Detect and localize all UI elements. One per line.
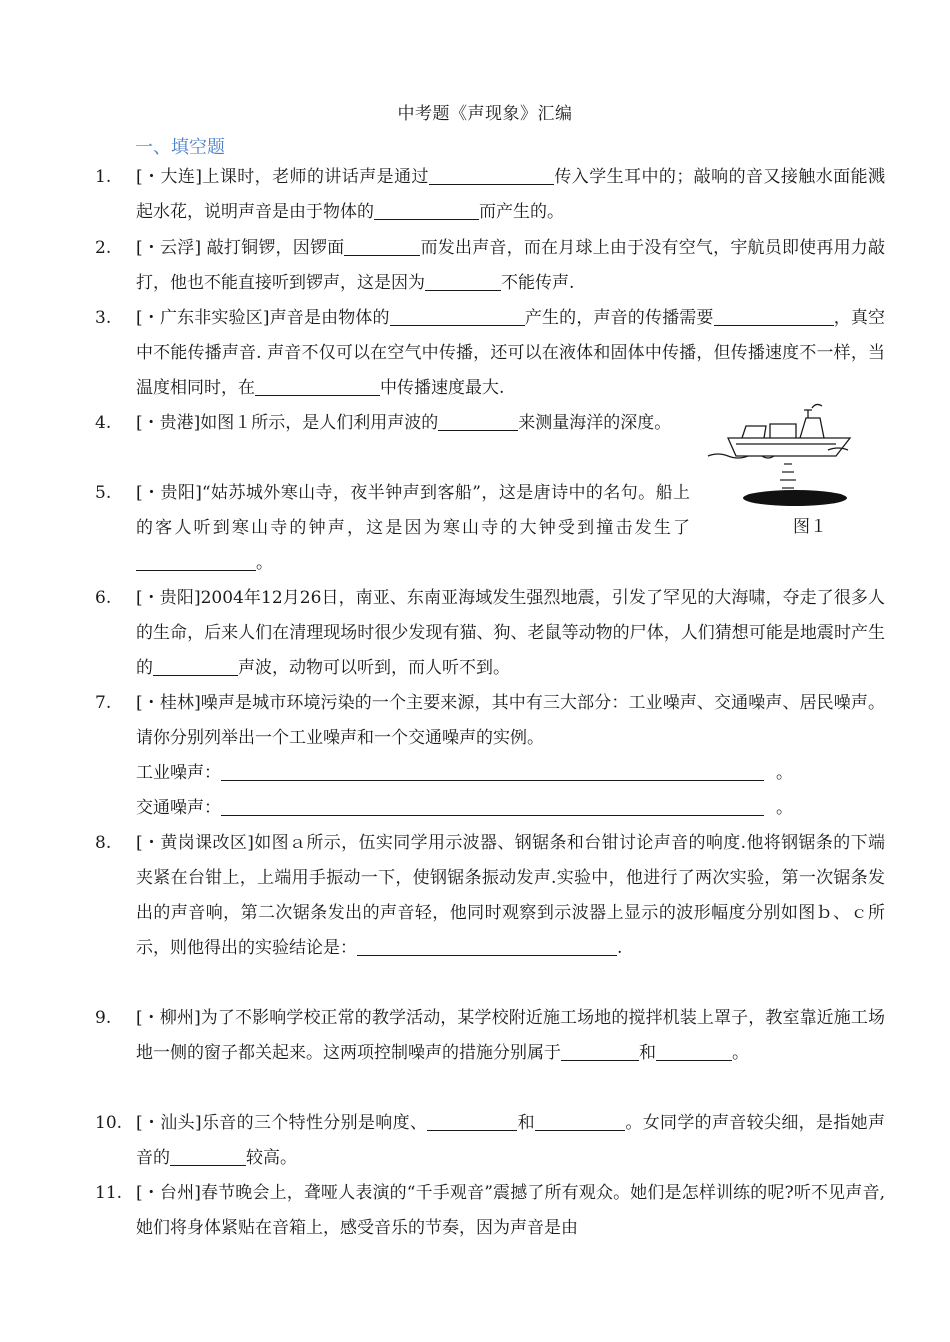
answer-blank[interactable] (561, 1038, 639, 1061)
question-text: . (617, 938, 623, 958)
answer-blank[interactable] (438, 408, 518, 431)
question-11 (95, 1176, 885, 1246)
question-7 (95, 686, 885, 756)
question-number: 5. (95, 483, 112, 503)
question-text: 产生的，声音的传播需要 (524, 308, 714, 328)
question-text: [・贵阳]“姑苏城外寒山寺，夜半钟声到客船”，这是唐诗中的名句。船上的客人听到寒山寺的钟声，这是因为寒山寺的大钟受到撞击发生了 (136, 483, 690, 538)
question-text: [・贵阳]2004年12月26日，南亚、东南亚海域发生强烈地震，引发了罕见的大海啸，夺走了很多人的生命，后来人们在清理现场时很少发现有猫、狗、老鼠等动物的尸体，人们猜想可能是地震时产生的 (136, 588, 885, 678)
question-text: [・大连]上课时，老师的讲话声是通过 (136, 167, 429, 187)
question-text: [・贵港]如图１所示，是人们利用声波的 (136, 413, 439, 433)
question-number: 10. (95, 1113, 123, 1133)
question-text: 来测量海洋的深度。 (518, 413, 672, 433)
question-1 (95, 160, 885, 230)
question-10 (95, 1106, 885, 1176)
question-number: 2. (95, 238, 112, 258)
question-9 (95, 1001, 885, 1071)
question-number: 7. (95, 693, 112, 713)
answer-blank[interactable] (170, 1143, 246, 1166)
answer-blank[interactable] (136, 548, 256, 571)
question-number: 8. (95, 833, 112, 853)
question-text: [・汕头]乐音的三个特性分别是响度、 (136, 1113, 428, 1133)
figure-caption: 图１ (793, 517, 827, 537)
question-number: 3. (95, 308, 112, 328)
question-text: 传入学生耳中的；敲响的音又接触水面能溅起水花，说明声音是由于物体的 (136, 167, 886, 222)
question-text: 而产生的。 (479, 202, 564, 222)
question-2 (95, 231, 885, 301)
question-text: [・桂林]噪声是城市环境污染的一个主要来源，其中有三大部分：工业噪声、交通噪声、居民噪声。请你分别列举出一个工业噪声和一个交通噪声的实例。 (136, 693, 885, 748)
answer-blank[interactable] (427, 1108, 517, 1131)
question-text: 。女同学的声音较尖细，是指她声音的 (136, 1113, 886, 1168)
question-text: 中传播速度最大. (380, 378, 505, 398)
sentence-end: 。 (776, 763, 793, 783)
question-text: ，真空中不能传播声音. 声音不仅可以在空气中传播，还可以在液体和固体中传播，但传播速度不一样，当温度相同时，在 (136, 308, 886, 398)
question-text: 较高。 (246, 1148, 297, 1168)
question-4 (95, 406, 695, 441)
question-text: 和 (517, 1113, 535, 1133)
answer-blank[interactable] (429, 162, 554, 185)
question-text: [・台州]春节晚会上，聋哑人表演的“千手观音”震撼了所有观众。她们是怎样训练的呢?听不见声音,她们将身体紧贴在音箱上，感受音乐的节奏，因为声音是由 (136, 1183, 885, 1238)
question-8 (95, 826, 885, 966)
question-text: 。 (256, 553, 273, 573)
traffic-noise-label: 交通噪声： (136, 798, 221, 818)
question-number: 4. (95, 413, 112, 433)
question-number: 9. (95, 1008, 112, 1028)
question-text: 不能传声. (501, 273, 575, 293)
answer-blank[interactable] (656, 1038, 674, 1061)
section-heading: 一、填空题 (135, 137, 225, 158)
question-text: [・黄岗课改区]如图ａ所示，伍实同学用示波器、钢锯条和台钳讨论声音的响度.他将钢锯条的下端夹紧在台钳上，上端用手振动一下，使钢锯条振动发声.实验中，他进行了两次实验，第一次锯条发出的声音响，第二次锯条发出的声音轻，他同时观察到示波器上显示的波形幅度分别如图ｂ、ｃ所示，则他得出的实验结论是： (136, 833, 885, 958)
question-number: 11. (95, 1183, 123, 1203)
industrial-noise-blank[interactable] (221, 758, 764, 781)
sonar-ship-figure (700, 398, 860, 538)
answer-blank[interactable] (153, 653, 238, 676)
question-text: [・云浮] 敲打铜锣，因锣面 (136, 238, 345, 258)
answer-blank[interactable] (425, 268, 501, 291)
question-number: 6. (95, 588, 112, 608)
traffic-noise-blank[interactable] (221, 793, 764, 816)
question-text: [・广东非实验区]声音是由物体的 (136, 308, 390, 328)
industrial-noise-row (136, 756, 793, 791)
answer-blank[interactable] (497, 933, 617, 956)
answer-blank[interactable] (357, 933, 497, 956)
question-text: 和 (639, 1043, 656, 1063)
question-text: [・柳州]为了不影响学校正常的教学活动，某学校附近施工场地的搅拌机装上罩子，教室靠近施工场地一侧的窗子都关起来。这两项控制噪声的措施分别属于 (136, 1008, 885, 1063)
answer-blank[interactable] (674, 1038, 732, 1061)
sentence-end: 。 (776, 798, 793, 818)
answer-blank[interactable] (535, 1108, 625, 1131)
answer-blank[interactable] (344, 233, 420, 256)
answer-blank[interactable] (390, 303, 525, 326)
answer-blank[interactable] (374, 197, 479, 220)
question-6 (95, 581, 885, 686)
answer-blank[interactable] (794, 303, 834, 326)
question-number: 1. (95, 167, 112, 187)
question-text: 声波，动物可以听到，而人听不到。 (238, 658, 510, 678)
answer-blank[interactable] (255, 373, 380, 396)
industrial-noise-label: 工业噪声： (136, 763, 221, 783)
question-5 (95, 476, 690, 581)
page-title: 中考题《声现象》汇编 (397, 104, 573, 124)
traffic-noise-row (136, 791, 793, 826)
answer-blank[interactable] (714, 303, 794, 326)
question-3 (95, 301, 885, 406)
question-text: 而发出声音，而在月球上由于没有空气，宇航员即使再用力敲打，他也不能直接听到锣声，这是因为 (136, 238, 885, 293)
question-text: 。 (732, 1043, 749, 1063)
